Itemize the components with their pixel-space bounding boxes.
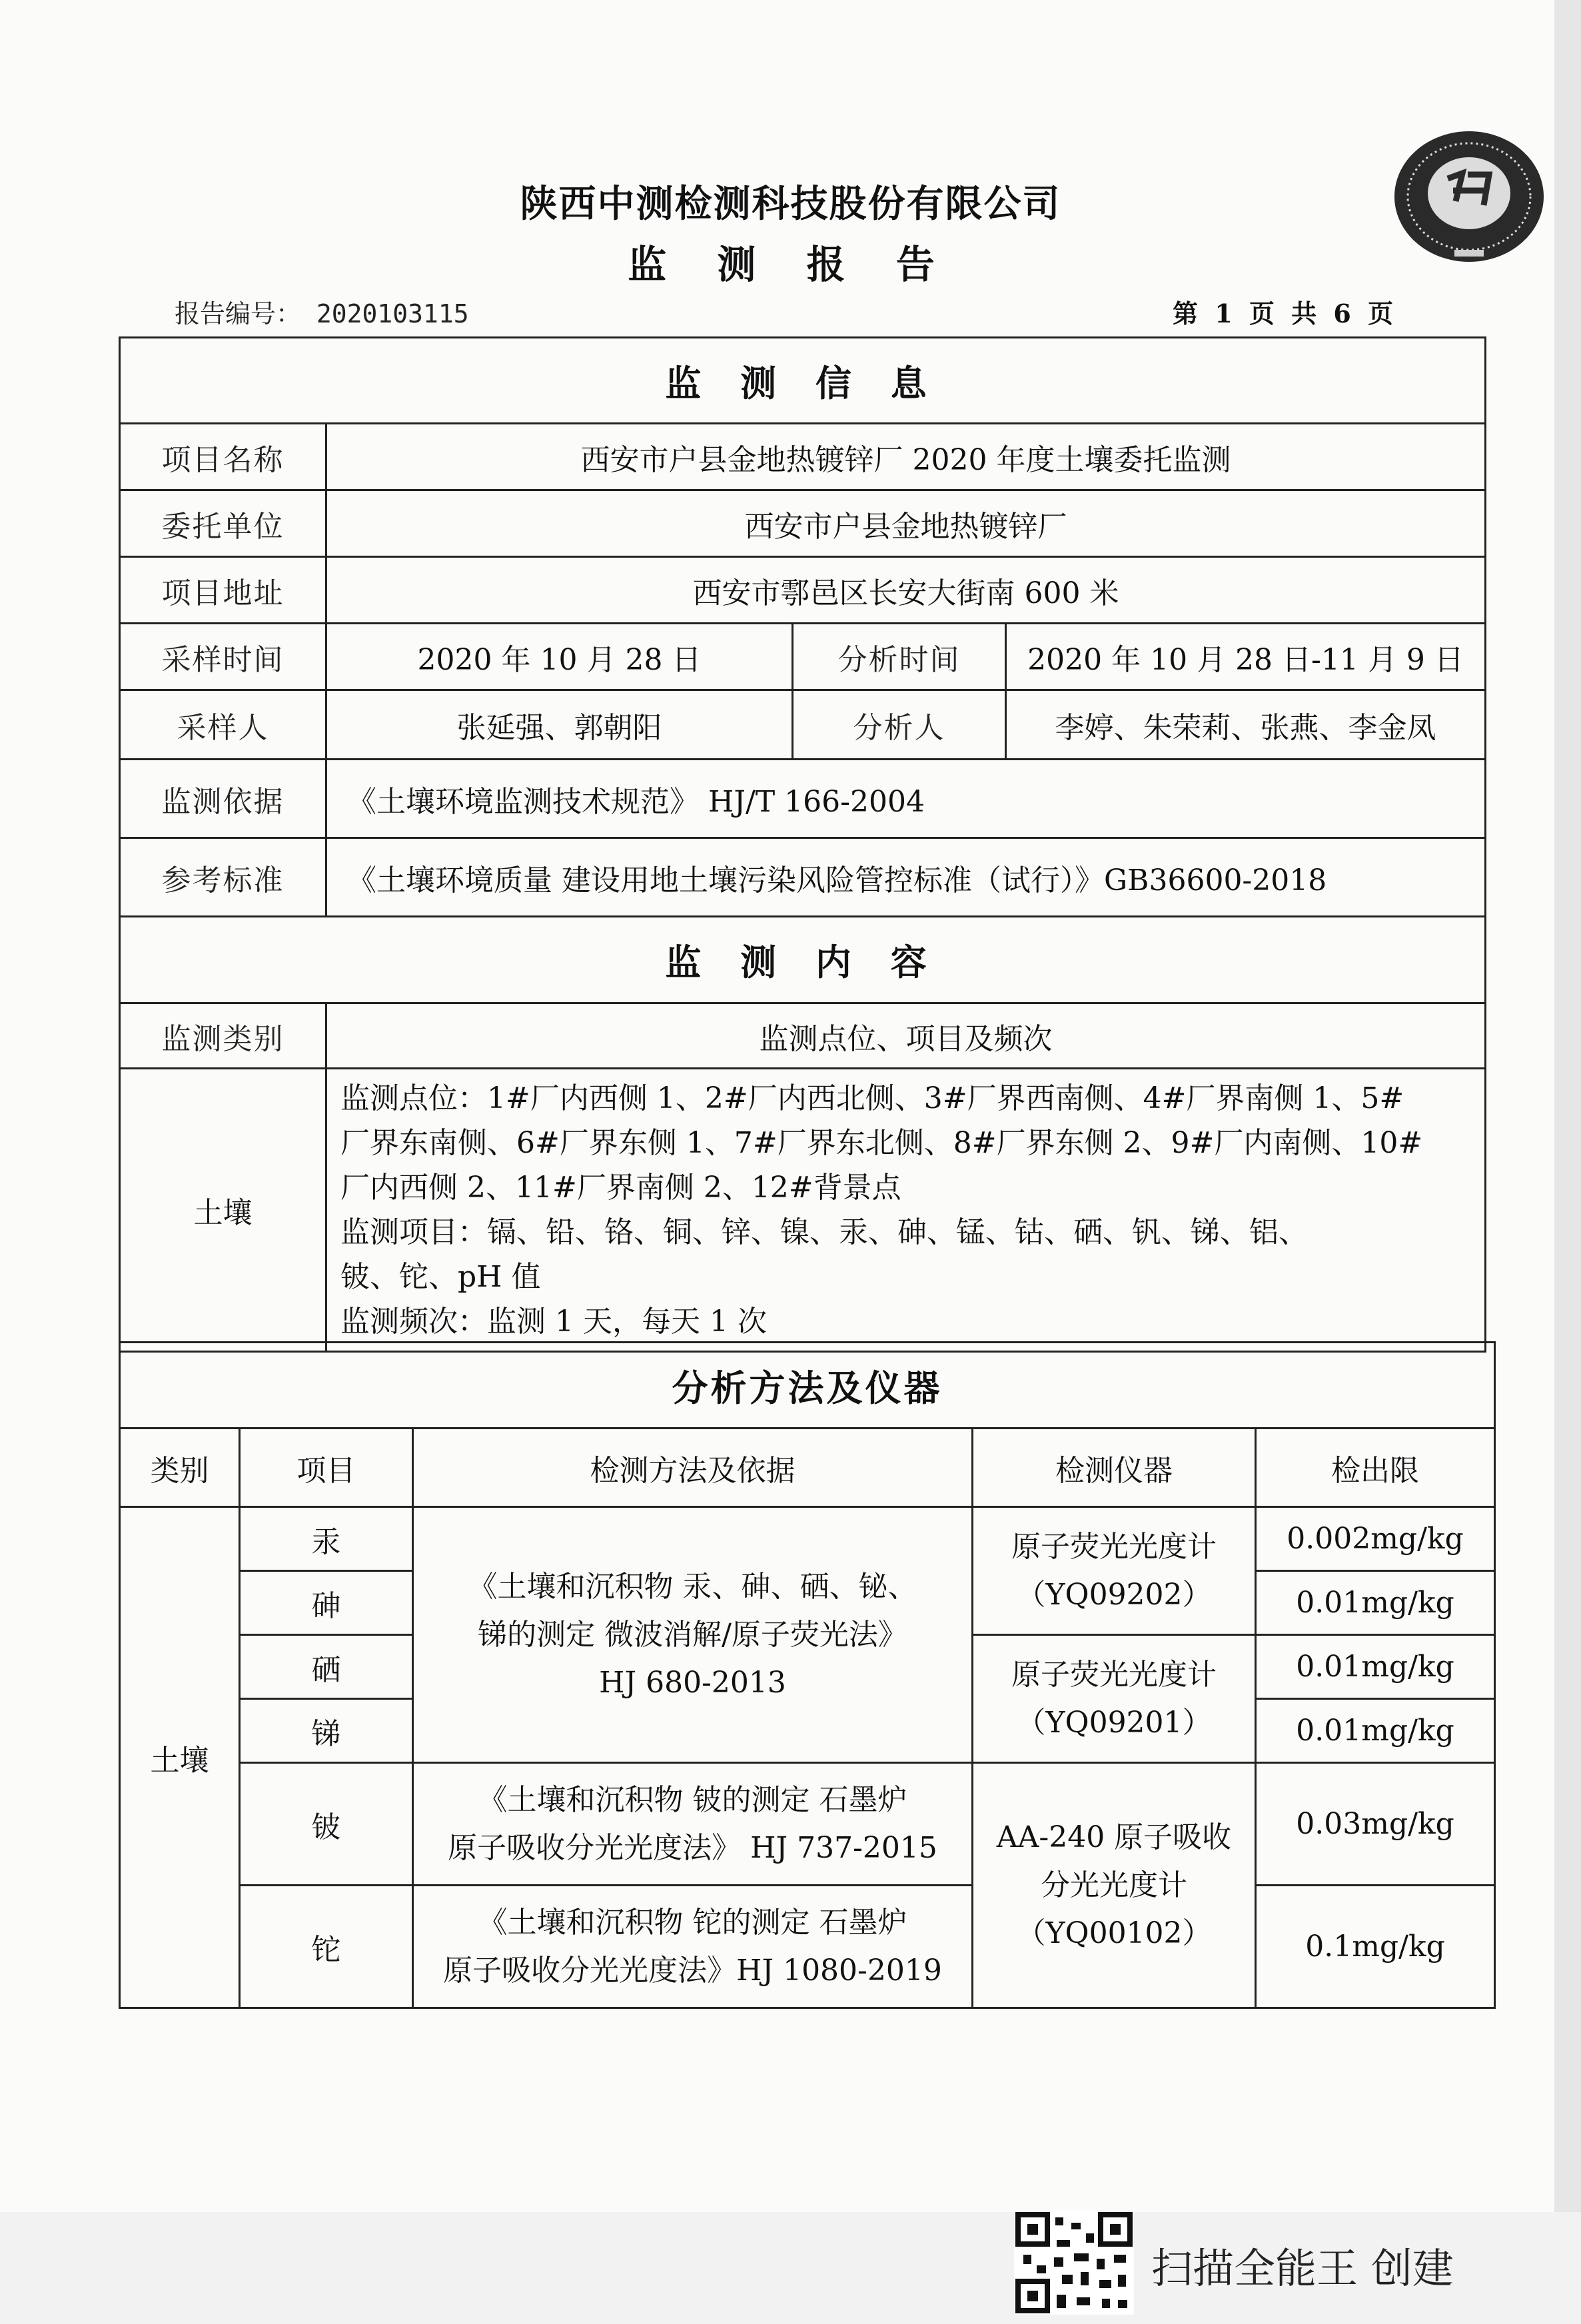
content-line: 厂内西侧 2、11#厂界南侧 2、12#背景点: [340, 1171, 901, 1205]
report-number-label: 报告编号：: [175, 299, 302, 328]
address-label: 项目地址: [120, 557, 326, 624]
method-line: 《土壤和沉积物 汞、砷、硒、铋、: [468, 1569, 917, 1604]
method-line: 锑的测定 微波消解/原子荧光法》: [478, 1617, 907, 1652]
instrument-line: AA-240 原子吸收: [996, 1820, 1232, 1854]
page-edge-shadow: [1554, 0, 1581, 2219]
instrument-yq09201: [973, 1635, 1256, 1763]
analysis-methods-table: [119, 1341, 1496, 2009]
content-line: 监测点位：1#厂内西侧 1、2#厂内西北侧、3#厂界西南侧、4#厂界南侧 1、5#: [340, 1081, 1404, 1115]
methods-header-category: 类别: [120, 1429, 240, 1507]
report-title: 监 测 报 告: [628, 242, 953, 287]
page-info: 第 1 页 共 6 页: [1173, 298, 1398, 328]
instrument-line: 原子荧光光度计: [1011, 1657, 1217, 1692]
item-arsenic: 砷: [240, 1571, 413, 1635]
instrument-line: （YQ09201）: [1016, 1705, 1212, 1740]
instrument-line: （YQ00102）: [1016, 1916, 1212, 1950]
method-hj680: [413, 1507, 973, 1763]
basis-value: 《土壤环境监测技术规范》 HJ/T 166-2004: [326, 760, 1486, 838]
content-category: 土壤: [120, 1069, 326, 1352]
item-thallium: 铊: [240, 1886, 413, 2008]
project-name-label: 项目名称: [120, 424, 326, 490]
limit-beryllium: 0.03mg/kg: [1256, 1763, 1495, 1886]
content-line: 厂界东南侧、6#厂界东侧 1、7#厂界东北侧、8#厂界东侧 2、9#厂内南侧、10#: [340, 1126, 1423, 1160]
method-line: 原子吸收分光光度法》 HJ 737-2015: [448, 1830, 937, 1865]
report-number-value: 2020103115: [316, 299, 469, 328]
content-details: [326, 1069, 1486, 1352]
instrument-line: 原子荧光光度计: [1011, 1529, 1217, 1564]
client-value: 西安市户县金地热镀锌厂: [326, 490, 1486, 557]
limit-arsenic: 0.01mg/kg: [1256, 1571, 1495, 1635]
method-hj737: [413, 1763, 973, 1886]
limit-selenium: 0.01mg/kg: [1256, 1635, 1495, 1699]
methods-section-title: 分析方法及仪器: [120, 1343, 1495, 1429]
method-line: 《土壤和沉积物 铊的测定 石墨炉: [478, 1905, 907, 1940]
reference-value: 《土壤环境质量 建设用地土壤污染风险管控标准（试行）》GB36600-2018: [326, 838, 1486, 917]
item-selenium: 硒: [240, 1635, 413, 1699]
content-line: 监测频次：监测 1 天，每天 1 次: [340, 1305, 767, 1339]
analysis-time-value: 2020 年 10 月 28 日-11 月 9 日: [1006, 624, 1486, 690]
basis-label: 监测依据: [120, 760, 326, 838]
item-antimony: 锑: [240, 1699, 413, 1763]
content-section-title: 监 测 内 容: [120, 917, 1486, 1003]
methods-header-instrument: 检测仪器: [973, 1429, 1256, 1507]
content-line: 监测项目：镉、铅、铬、铜、锌、镍、汞、砷、锰、钴、硒、钒、锑、铝、: [340, 1215, 1308, 1249]
project-name-value: 西安市户县金地热镀锌厂 2020 年度土壤委托监测: [326, 424, 1486, 490]
qr-code-icon: [1014, 2211, 1134, 2315]
methods-header-method: 检测方法及依据: [413, 1429, 973, 1507]
item-mercury: 汞: [240, 1507, 413, 1571]
methods-category: 土壤: [120, 1507, 240, 2008]
reference-label: 参考标准: [120, 838, 326, 917]
instrument-yq09202: [973, 1507, 1256, 1635]
method-hj1080: [413, 1886, 973, 2008]
analysis-time-label: 分析时间: [793, 624, 1006, 690]
limit-mercury: 0.002mg/kg: [1256, 1507, 1495, 1571]
analyst-label: 分析人: [793, 690, 1006, 760]
analyst-value: 李婷、朱荣莉、张燕、李金凤: [1006, 690, 1486, 760]
instrument-yq00102: [973, 1763, 1256, 2008]
sampling-time-value: 2020 年 10 月 28 日: [326, 624, 793, 690]
address-value: 西安市鄠邑区长安大街南 600 米: [326, 557, 1486, 624]
limit-antimony: 0.01mg/kg: [1256, 1699, 1495, 1763]
sampler-value: 张延强、郭朝阳: [326, 690, 793, 760]
limit-thallium: 0.1mg/kg: [1256, 1886, 1495, 2008]
scanner-watermark: 扫描全能王 创建: [1151, 2244, 1454, 2293]
content-line: 铍、铊、pH 值: [340, 1260, 541, 1294]
method-line: 原子吸收分光光度法》HJ 1080-2019: [443, 1953, 942, 1988]
monitoring-info-table: [119, 336, 1486, 1353]
content-category-header: 监测类别: [120, 1003, 326, 1069]
company-name: 陕西中测检测科技股份有限公司: [520, 182, 1061, 226]
method-line: 《土壤和沉积物 铍的测定 石墨炉: [478, 1782, 907, 1817]
sampling-time-label: 采样时间: [120, 624, 326, 690]
info-section-title: 监 测 信 息: [120, 338, 1486, 424]
sampler-label: 采样人: [120, 690, 326, 760]
methods-header-item: 项目: [240, 1429, 413, 1507]
method-line: HJ 680-2013: [599, 1665, 786, 1700]
methods-header-limit: 检出限: [1256, 1429, 1495, 1507]
instrument-line: 分光光度计: [1041, 1868, 1187, 1902]
item-beryllium: 铍: [240, 1763, 413, 1886]
report-number: [175, 293, 469, 330]
instrument-line: （YQ09202）: [1016, 1577, 1212, 1612]
content-points-header: 监测点位、项目及频次: [326, 1003, 1486, 1069]
client-label: 委托单位: [120, 490, 326, 557]
